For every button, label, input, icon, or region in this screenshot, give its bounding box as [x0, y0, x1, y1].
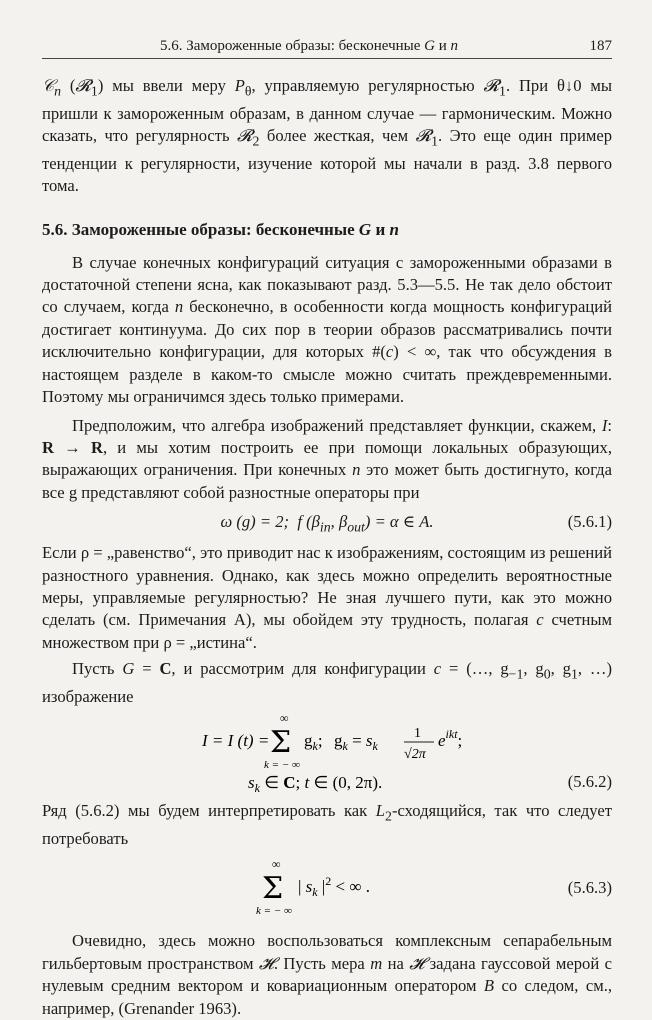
eq2-term: $g_k$; — [304, 731, 323, 754]
section-title: 5.6. Замороженные образы: бесконечные G и n — [42, 219, 399, 239]
paragraph-7: Очевидно, здесь можно воспользоваться комплексным сепарабельным гильбертовым пространством 𝓗. Пусть мера m на 𝓗 задана гауссовой мерой с нулевым средним вектором и ковариационным оператором B со следом, см., например, (Grenander 1963). — [42, 931, 612, 1018]
eq2-line2: $s_k$ ∈ C; t ∈ (0, 2π). — [248, 773, 383, 796]
equation-body: ω (g) = 2; f ($\beta_{in}$, $\beta_{out}) = \alpha$ ∈ A. — [220, 512, 434, 535]
paragraph-4: Если ρ = „равенство“, это приводит нас к изображениям, состоящим из решений разностного уравнения. Однако, как здесь можно определить вероятностные меры, управляемые регулярностью? Не зная лучшего пути, как это можно сделать (см. Примечания A), мы обойдем эту трудность, полагая c счетным множеством при ρ = „истина“. — [42, 543, 612, 652]
paragraph-5: Пусть G = C, и рассмотрим для конфигурации c = (…, $g_{-1}$, $g_0$, $g_1$, …) изображение — [42, 659, 613, 706]
equation-5-6-3 — [42, 852, 612, 922]
eq3-sum-upper: ∞ — [272, 857, 281, 872]
eq2-sum-lower: k = − ∞ — [264, 759, 300, 771]
eq3-body: | $s_k$ $|^2$ < ∞ . — [298, 874, 370, 900]
equation-5-6-1 — [42, 508, 612, 538]
equation-number: (5.6.2) — [567, 772, 612, 792]
equation-5-6-2 — [42, 712, 612, 796]
eq2-exp: $e^{ikt}$; — [438, 727, 463, 751]
eq2-sigma: Σ — [270, 725, 292, 761]
equation-5-6-3-body — [42, 852, 602, 922]
eq3-sum-lower: k = − ∞ — [256, 905, 292, 918]
paragraph-1: 𝒞$_n$ (𝓡$_1$) мы ввели меру $P_\theta$, управляемую регулярностью 𝓡$_1$. При θ↓0 мы пришли к замороженным образам, в данном случае — гармоническим. Можно сказать, что регулярность 𝓡$_2$ более жесткая, чем 𝓡$_1$. Это еще один пример тенденции к регулярности, изучение которой мы начали в разд. 3.8 первого тома. — [42, 76, 613, 196]
equation-number: (5.6.1) — [567, 512, 612, 532]
eq2-frac-num: 1 — [414, 726, 421, 742]
equation-5-6-2-line2 — [42, 770, 612, 796]
eq2-def: $g_k = s_k$ — [334, 731, 378, 754]
paragraph-2: В случае конечных конфигураций ситуация с замороженными образами в достаточной степени ясна, как показывают разд. 5.3—5.5. Не так дело обстоит со случаем, когда n бесконечно, в особенности когда мощность конфигураций достигает континуума. До сих пор в теории образов рассматривались почти исключительно конфигурации, для которых #(c) < ∞, так что обсуждения в настоящем разделе в каком-то смысле можно считать преждевременными. Поэтому мы ограничимся здесь только примерами. — [42, 252, 612, 407]
eq2-lhs: I = I (t) = — [202, 731, 270, 751]
equation-number: (5.6.3) — [567, 878, 612, 898]
page-number: 187 — [589, 38, 612, 54]
paragraph-3: Предположим, что алгебра изображений представляет функции, скажем, I: R → R, и мы хотим построить ее при помощи локальных образующих, выражающих ограничения. При конечных n это может быть достигнуто, когда все g представляют собой разностные операторы при — [42, 415, 612, 502]
eq2-sum-upper: ∞ — [280, 712, 289, 726]
running-head-title: 5.6. Замороженные образы: бесконечные G и n — [160, 38, 459, 54]
eq3-sigma: Σ — [262, 871, 284, 907]
equation-5-6-2-line1 — [42, 712, 612, 770]
running-head — [42, 30, 612, 59]
eq2-frac-den: √2π — [404, 747, 426, 763]
paragraph-6: Ряд (5.6.2) мы будем интерпретировать как $L_2$-сходящийся, так что следует потребовать — [42, 801, 612, 848]
